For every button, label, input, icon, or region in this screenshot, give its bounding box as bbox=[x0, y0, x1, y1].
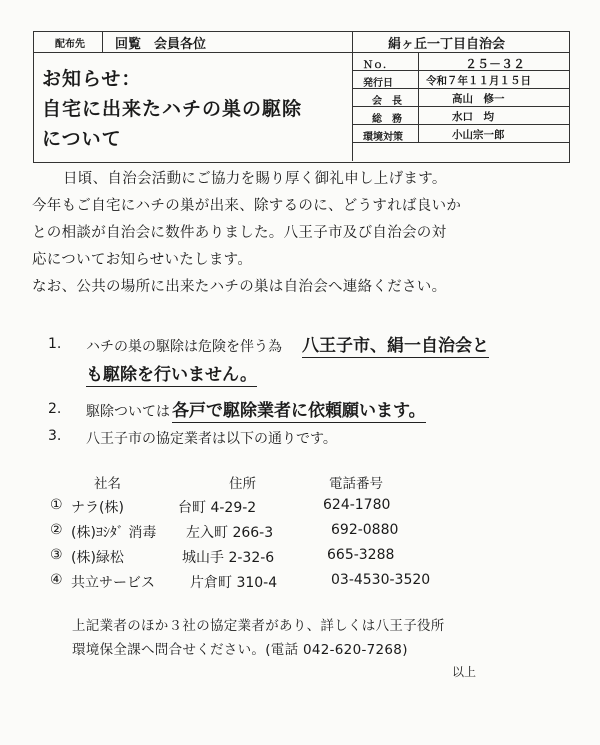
intro-line-4: 応についてお知らせいたします。 bbox=[32, 252, 253, 268]
footer-line-2: 環境保全課へ問合せください。(電話 042-620-7268) bbox=[72, 642, 408, 658]
info-value-no: ２５－３２ bbox=[465, 57, 526, 71]
info-label-date: 発行日 bbox=[363, 78, 393, 89]
row-2-phone: 692-0880 bbox=[331, 522, 399, 538]
row-4-name: 共立サービス bbox=[71, 575, 155, 591]
row-4-mark: ④ bbox=[50, 572, 63, 588]
item-2-emphasis: 各戸で駆除業者に依頼願います。 bbox=[172, 396, 426, 423]
row-3-phone: 665-3288 bbox=[327, 547, 395, 563]
item-1-emphasis: 八王子市、絹一自治会と bbox=[302, 331, 489, 358]
item-2-number: 2. bbox=[48, 401, 62, 417]
item-3-number: 3. bbox=[48, 428, 62, 444]
info-value-environment: 小山宗一郎 bbox=[452, 129, 505, 141]
item-1-text: ハチの巣の駆除は危険を伴う為 bbox=[86, 339, 282, 355]
intro-line-5: なお、公共の場所に出来たハチの巣は自治会へ連絡ください。 bbox=[32, 279, 447, 295]
row-4-phone: 03-4530-3520 bbox=[331, 572, 431, 588]
info-value-president: 高山 修一 bbox=[452, 93, 505, 105]
row-3-name: (株)緑松 bbox=[71, 550, 124, 566]
title-line-3: について bbox=[42, 128, 122, 150]
item-1-number: 1. bbox=[48, 336, 62, 352]
footer-line-1: 上記業者のほか３社の協定業者があり、詳しくは八王子役所 bbox=[72, 618, 445, 634]
organization-name: 絹ヶ丘一丁目自治会 bbox=[388, 37, 506, 52]
intro-line-1: 日頃、自治会活動にご協力を賜り厚く御礼申し上げます。 bbox=[63, 171, 447, 187]
info-value-date: 令和７年１１月１５日 bbox=[426, 75, 531, 87]
closing-mark: 以上 bbox=[452, 665, 477, 679]
info-label-president: 会 長 bbox=[372, 96, 402, 107]
row-3-address: 城山手 2-32-6 bbox=[182, 550, 275, 566]
title-line-2: 自宅に出来たハチの巣の駆除 bbox=[42, 98, 303, 120]
row-3-mark: ③ bbox=[50, 547, 63, 563]
row-4-address: 片倉町 310-4 bbox=[190, 575, 278, 591]
column-header-phone: 電話番号 bbox=[329, 476, 383, 492]
info-label-general: 総 務 bbox=[372, 114, 402, 125]
column-header-address: 住所 bbox=[229, 476, 256, 492]
row-2-name: (株)ﾖｼﾀﾞ 消毒 bbox=[71, 525, 157, 541]
intro-line-3: との相談が自治会に数件ありました。八王子市及び自治会の対 bbox=[32, 225, 447, 241]
item-2-text: 駆除ついては bbox=[86, 404, 170, 420]
row-1-mark: ① bbox=[50, 497, 63, 513]
info-label-environment: 環境対策 bbox=[363, 132, 403, 143]
column-header-name: 社名 bbox=[94, 476, 121, 492]
row-2-address: 左入町 266-3 bbox=[186, 525, 274, 541]
title-line-1: お知らせ： bbox=[42, 68, 142, 90]
info-value-general: 水口 均 bbox=[452, 111, 494, 123]
distribution-value: 回覧 会員各位 bbox=[115, 37, 207, 52]
row-1-address: 台町 4-29-2 bbox=[178, 500, 257, 516]
row-2-mark: ② bbox=[50, 522, 63, 538]
intro-line-2: 今年もご自宅にハチの巣が出来、除するのに、どうすれば良いか bbox=[32, 198, 462, 214]
distribution-label: 配布先 bbox=[55, 39, 85, 50]
row-1-name: ナラ(株) bbox=[71, 500, 124, 516]
item-1-emphasis-cont: も駆除を行いません。 bbox=[86, 360, 257, 387]
row-1-phone: 624-1780 bbox=[323, 497, 391, 513]
info-label-no: Ｎｏ． bbox=[363, 60, 393, 71]
item-3-text: 八王子市の協定業者は以下の通りです。 bbox=[86, 431, 337, 447]
